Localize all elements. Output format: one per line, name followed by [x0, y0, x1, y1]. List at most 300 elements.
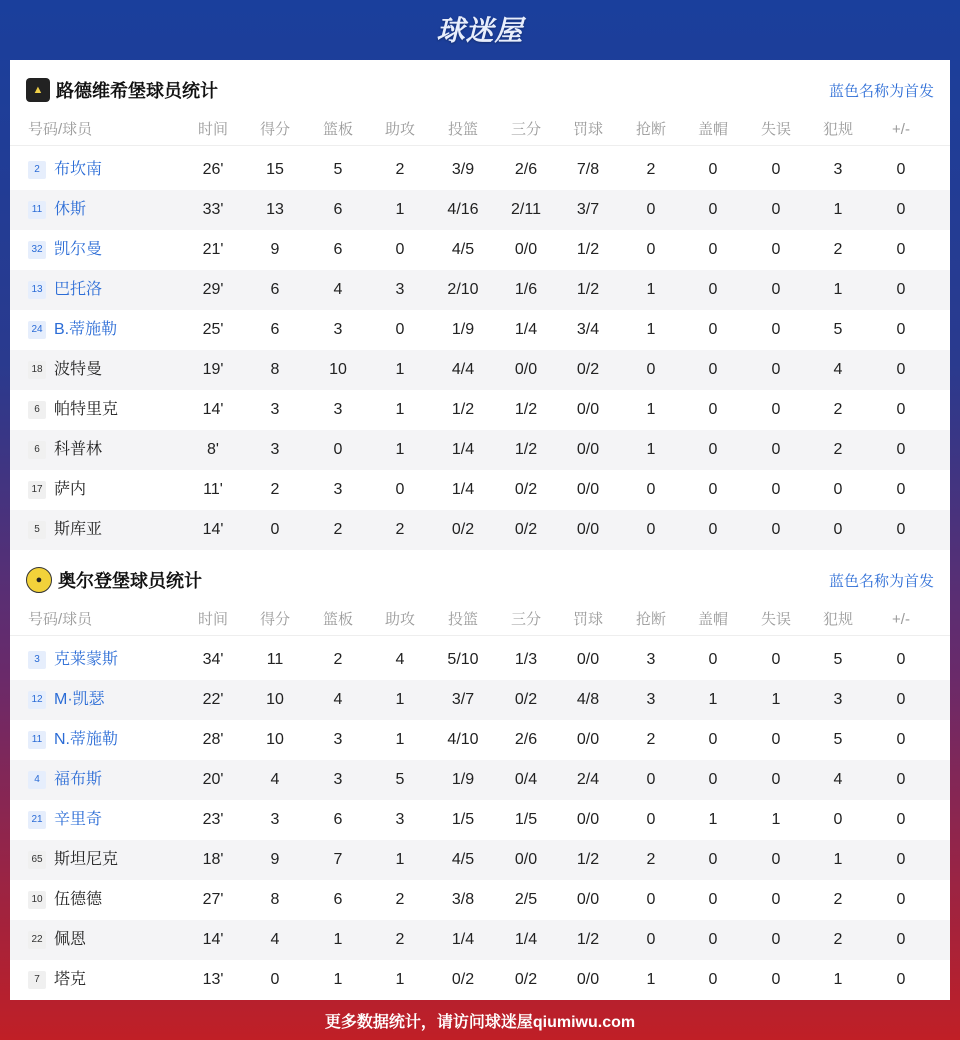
stat-cell: 1/9: [451, 321, 475, 338]
stat-cell: 3: [646, 651, 656, 668]
stat-cell: 5: [333, 161, 343, 178]
stat-cell: 1/2: [514, 401, 538, 418]
stat-cell: 4: [333, 691, 343, 708]
stat-cell: 4/10: [447, 731, 479, 748]
stat-cell: 0: [896, 971, 906, 988]
stat-cell: 1: [708, 811, 718, 828]
stat-cell: 0: [896, 481, 906, 498]
stat-cell: 0: [708, 321, 718, 338]
stat-cell: 1/5: [451, 811, 475, 828]
column-header: 助攻: [384, 611, 415, 628]
player-name[interactable]: B.蒂施勒: [54, 321, 118, 338]
player-name[interactable]: 塔克: [54, 971, 87, 988]
stat-cell: 3: [270, 401, 280, 418]
stat-cell: 0: [646, 891, 656, 908]
stat-cell: 1: [395, 971, 405, 988]
stat-cell: 0: [896, 281, 906, 298]
brand-logo: 球迷屋: [436, 15, 524, 46]
player-name[interactable]: 福布斯: [54, 771, 103, 788]
jersey-number: 4: [28, 771, 46, 789]
stat-cell: 0: [708, 971, 718, 988]
player-row[interactable]: [10, 960, 950, 1000]
column-header: 犯规: [822, 611, 853, 628]
column-header: 犯规: [822, 121, 853, 138]
stat-cell: 0: [395, 481, 405, 498]
stat-cell: 15: [266, 161, 284, 178]
stat-cell: 27': [202, 891, 224, 908]
player-name[interactable]: 巴托洛: [54, 281, 103, 298]
column-header-row: [10, 115, 950, 146]
column-header: 得分: [259, 611, 290, 628]
stat-cell: 13': [202, 971, 224, 988]
stat-cell: 1/2: [576, 851, 600, 868]
player-name[interactable]: 帕特里克: [54, 401, 119, 418]
stat-cell: 3/7: [451, 691, 475, 708]
player-name[interactable]: M·凯瑟: [54, 691, 105, 708]
stat-cell: 0: [771, 971, 781, 988]
stat-cell: 4/4: [451, 361, 475, 378]
player-name[interactable]: 科普林: [54, 441, 103, 458]
jersey-number: 2: [28, 161, 46, 179]
stat-cell: 2/6: [514, 731, 538, 748]
stat-cell: 22': [202, 691, 224, 708]
stat-cell: 0: [771, 241, 781, 258]
stat-cell: 0: [708, 481, 718, 498]
stat-cell: 2: [270, 481, 280, 498]
stat-cell: 0: [333, 441, 343, 458]
stat-cell: 26': [202, 161, 224, 178]
stat-cell: 1: [833, 201, 843, 218]
stat-cell: 0: [708, 731, 718, 748]
stat-cell: 0: [896, 851, 906, 868]
stat-cell: 0: [270, 521, 280, 538]
stat-cell: 1: [646, 441, 656, 458]
column-header: 三分: [510, 121, 541, 138]
jersey-number: 32: [28, 241, 46, 259]
stat-cell: 6: [333, 891, 343, 908]
stat-cell: 20': [202, 771, 224, 788]
stat-cell: 7: [333, 851, 343, 868]
player-name[interactable]: N.蒂施勒: [54, 731, 119, 748]
stat-cell: 0: [771, 441, 781, 458]
column-header: 号码/球员: [28, 611, 93, 628]
stat-cell: 0: [708, 161, 718, 178]
stat-cell: 0: [395, 241, 405, 258]
stat-cell: 3: [333, 321, 343, 338]
stat-cell: 1: [646, 971, 656, 988]
stat-cell: 1: [395, 441, 405, 458]
stat-cell: 0: [771, 891, 781, 908]
player-row[interactable]: [10, 680, 950, 720]
stat-cell: 1/4: [514, 931, 538, 948]
stat-cell: 0: [896, 811, 906, 828]
stat-cell: 4: [270, 771, 280, 788]
stat-cell: 0: [708, 771, 718, 788]
jersey-number: 12: [28, 691, 46, 709]
stat-cell: 0/0: [576, 731, 600, 748]
jersey-number: 22: [28, 931, 46, 949]
stat-cell: 4: [395, 651, 405, 668]
stat-cell: 7/8: [576, 161, 600, 178]
player-row[interactable]: [10, 350, 950, 390]
team-header: [10, 60, 950, 120]
stat-cell: 3: [270, 811, 280, 828]
stat-cell: 1: [833, 281, 843, 298]
stat-cell: 0: [896, 891, 906, 908]
column-header: 抢断: [635, 611, 666, 628]
stat-cell: 0: [771, 651, 781, 668]
stat-cell: 1: [646, 281, 656, 298]
stat-cell: 2/10: [447, 281, 479, 298]
stat-cell: 0/2: [576, 361, 600, 378]
stat-cell: 2: [833, 241, 843, 258]
stat-cell: 0: [646, 931, 656, 948]
team-title: [26, 77, 218, 103]
stat-cell: 0: [646, 201, 656, 218]
stat-cell: 0/2: [514, 481, 538, 498]
team-header: [10, 550, 950, 610]
stat-cell: 2: [833, 401, 843, 418]
stat-cell: 6: [333, 201, 343, 218]
stat-cell: 4/8: [576, 691, 600, 708]
player-row[interactable]: [10, 880, 950, 920]
stat-cell: 0: [896, 691, 906, 708]
stat-cell: 0: [896, 931, 906, 948]
stat-cell: 14': [202, 401, 224, 418]
stat-cell: 1/3: [514, 651, 538, 668]
stat-cell: 0: [896, 321, 906, 338]
column-header: 盖帽: [697, 121, 728, 138]
stat-cell: 0: [646, 521, 656, 538]
stat-cell: 0: [896, 771, 906, 788]
player-row[interactable]: [10, 840, 950, 880]
stat-cell: 5: [833, 731, 843, 748]
stat-cell: 0: [708, 891, 718, 908]
stat-cell: 0: [771, 281, 781, 298]
stat-cell: 5: [395, 771, 405, 788]
stat-cell: 2/4: [576, 771, 600, 788]
team-a-logo-icon: ▲: [26, 78, 50, 102]
stat-cell: 3/8: [451, 891, 475, 908]
stat-cell: 0: [833, 521, 843, 538]
stat-cell: 4: [833, 361, 843, 378]
stat-cell: 1: [395, 851, 405, 868]
stat-cell: 2: [833, 441, 843, 458]
stat-cell: 1/9: [451, 771, 475, 788]
stat-cell: 1: [395, 201, 405, 218]
stat-cell: 0: [771, 851, 781, 868]
stat-cell: 10: [266, 691, 284, 708]
stat-cell: 23': [202, 811, 224, 828]
jersey-number: 18: [28, 361, 46, 379]
stat-cell: 0/0: [576, 811, 600, 828]
stat-cell: 1: [771, 691, 781, 708]
stat-cell: 1/4: [451, 441, 475, 458]
stat-cell: 21': [202, 241, 224, 258]
stat-cell: 1/4: [451, 931, 475, 948]
player-row[interactable]: [10, 470, 950, 510]
column-header: +/-: [892, 121, 910, 138]
stat-cell: 1: [395, 401, 405, 418]
stat-cell: 0: [771, 161, 781, 178]
column-header: 篮板: [322, 121, 353, 138]
player-name[interactable]: 凯尔曼: [54, 241, 103, 258]
stat-cell: 0/0: [576, 401, 600, 418]
stat-cell: 0: [708, 201, 718, 218]
stat-cell: 8: [270, 891, 280, 908]
stat-cell: 4: [333, 281, 343, 298]
player-name[interactable]: 伍德德: [54, 891, 103, 908]
stat-cell: 6: [333, 811, 343, 828]
jersey-number: 11: [28, 731, 46, 749]
stat-cell: 0: [771, 361, 781, 378]
player-row[interactable]: [10, 190, 950, 230]
stat-cell: 2: [833, 931, 843, 948]
stat-cell: 3/7: [576, 201, 600, 218]
stat-cell: 0: [896, 521, 906, 538]
column-header: 罚球: [572, 121, 603, 138]
jersey-number: 65: [28, 851, 46, 869]
stat-cell: 1/2: [514, 441, 538, 458]
stat-cell: 2: [395, 521, 405, 538]
stat-cell: 5: [833, 321, 843, 338]
stat-cell: 3: [270, 441, 280, 458]
stat-cell: 0/2: [451, 971, 475, 988]
stat-cell: 1/4: [514, 321, 538, 338]
stat-cell: 1: [333, 931, 343, 948]
column-header: 时间: [197, 121, 228, 138]
stat-cell: 0: [708, 361, 718, 378]
jersey-number: 7: [28, 971, 46, 989]
stat-cell: 1/2: [576, 931, 600, 948]
stat-cell: 8': [207, 441, 219, 458]
stat-cell: 1/2: [576, 281, 600, 298]
player-name[interactable]: 波特曼: [54, 361, 103, 378]
stat-cell: 19': [202, 361, 224, 378]
column-header: 篮板: [322, 611, 353, 628]
stat-cell: 0: [896, 241, 906, 258]
footer-banner[interactable]: 更多数据统计，请访问球迷屋qiumiwu.com: [324, 1013, 636, 1031]
stat-cell: 28': [202, 731, 224, 748]
stat-cell: 3: [646, 691, 656, 708]
stat-cell: 0/0: [576, 891, 600, 908]
stat-cell: 0/2: [514, 521, 538, 538]
stat-cell: 0: [771, 481, 781, 498]
stat-cell: 6: [333, 241, 343, 258]
stat-cell: 1/2: [451, 401, 475, 418]
stat-cell: 4/5: [451, 851, 475, 868]
column-header: 抢断: [635, 121, 666, 138]
stat-cell: 2/11: [511, 201, 541, 218]
stat-cell: 3: [395, 281, 405, 298]
jersey-number: 11: [28, 201, 46, 219]
team-b-logo-icon: ●: [26, 567, 52, 593]
stat-cell: 0: [708, 281, 718, 298]
player-row[interactable]: [10, 150, 950, 190]
stat-cell: 1: [646, 401, 656, 418]
starter-legend: 蓝色名称为首发: [828, 82, 934, 100]
stat-cell: 0: [896, 441, 906, 458]
jersey-number: 17: [28, 481, 46, 499]
stat-cell: 0: [896, 651, 906, 668]
stats-card: [10, 60, 950, 1000]
stat-cell: 0: [646, 771, 656, 788]
player-row[interactable]: [10, 800, 950, 840]
stat-cell: 3: [333, 481, 343, 498]
player-name[interactable]: 萨内: [54, 481, 87, 498]
stat-cell: 4/16: [447, 201, 479, 218]
column-header: 助攻: [384, 121, 415, 138]
stat-cell: 0: [896, 401, 906, 418]
jersey-number: 24: [28, 321, 46, 339]
stat-cell: 2: [395, 891, 405, 908]
stat-cell: 4/5: [451, 241, 475, 258]
column-header: 失误: [760, 121, 791, 138]
stat-cell: 34': [202, 651, 224, 668]
stat-cell: 3: [333, 731, 343, 748]
stat-cell: 0/2: [514, 971, 538, 988]
player-row[interactable]: [10, 230, 950, 270]
stat-cell: 0: [708, 931, 718, 948]
player-name[interactable]: 克莱蒙斯: [54, 651, 119, 668]
stat-cell: 14': [202, 521, 224, 538]
stat-cell: 0/4: [514, 771, 538, 788]
stat-cell: 1/2: [576, 241, 600, 258]
player-name[interactable]: 辛里奇: [54, 811, 103, 828]
stat-cell: 10: [266, 731, 284, 748]
stat-cell: 3: [333, 771, 343, 788]
column-header: 时间: [197, 611, 228, 628]
jersey-number: 6: [28, 441, 46, 459]
stat-cell: 1: [771, 811, 781, 828]
stat-cell: 18': [202, 851, 224, 868]
stat-cell: 2: [395, 161, 405, 178]
stat-cell: 9: [270, 851, 280, 868]
stat-cell: 0: [896, 731, 906, 748]
column-header: 得分: [259, 121, 290, 138]
player-row[interactable]: [10, 760, 950, 800]
player-row[interactable]: [10, 720, 950, 760]
stat-cell: 1: [395, 691, 405, 708]
stat-cell: 3: [833, 691, 843, 708]
team-title: [26, 567, 202, 593]
stat-cell: 0: [708, 441, 718, 458]
player-name[interactable]: 休斯: [54, 201, 87, 218]
player-name[interactable]: 佩恩: [54, 931, 87, 948]
stat-cell: 0: [708, 651, 718, 668]
stat-cell: 0: [771, 201, 781, 218]
player-row[interactable]: [10, 640, 950, 680]
stat-cell: 4: [833, 771, 843, 788]
stat-cell: 0/2: [451, 521, 475, 538]
stat-cell: 0/0: [576, 441, 600, 458]
stat-cell: 2: [833, 891, 843, 908]
stat-cell: 3: [395, 811, 405, 828]
stat-cell: 0: [771, 401, 781, 418]
stat-cell: 0/0: [576, 651, 600, 668]
stat-cell: 0: [896, 161, 906, 178]
stat-cell: 2: [395, 931, 405, 948]
stat-cell: 0/0: [576, 971, 600, 988]
stat-cell: 1: [333, 971, 343, 988]
stat-cell: 9: [270, 241, 280, 258]
stat-cell: 0: [646, 241, 656, 258]
stat-cell: 0/0: [514, 851, 538, 868]
stat-cell: 11: [266, 651, 284, 668]
stat-cell: 2/6: [514, 161, 538, 178]
stat-cell: 0: [395, 321, 405, 338]
stat-cell: 29': [202, 281, 224, 298]
stat-cell: 0: [708, 851, 718, 868]
player-row[interactable]: [10, 920, 950, 960]
stat-cell: 25': [202, 321, 224, 338]
column-header: 投篮: [447, 611, 478, 628]
stat-cell: 0: [270, 971, 280, 988]
stat-cell: 2: [646, 851, 656, 868]
stat-cell: 0: [708, 241, 718, 258]
player-name[interactable]: 斯库亚: [54, 521, 103, 538]
stat-cell: 1: [708, 691, 718, 708]
stat-cell: 0: [771, 321, 781, 338]
jersey-number: 10: [28, 891, 46, 909]
stat-cell: 5: [833, 651, 843, 668]
stat-cell: 0: [708, 401, 718, 418]
player-name[interactable]: 布坎南: [54, 161, 103, 178]
stat-cell: 2: [333, 521, 343, 538]
stat-cell: 33': [202, 201, 224, 218]
stat-cell: 1: [646, 321, 656, 338]
stat-cell: 3/4: [576, 321, 600, 338]
stat-cell: 6: [270, 321, 280, 338]
jersey-number: 13: [28, 281, 46, 299]
player-row[interactable]: [10, 390, 950, 430]
column-header-row: [10, 605, 950, 636]
column-header: 三分: [510, 611, 541, 628]
stat-cell: 0/0: [576, 481, 600, 498]
stat-cell: 1: [395, 731, 405, 748]
player-row[interactable]: [10, 510, 950, 550]
player-name[interactable]: 斯坦尼克: [54, 851, 119, 868]
column-header: 盖帽: [697, 611, 728, 628]
player-row[interactable]: [10, 430, 950, 470]
player-row[interactable]: [10, 310, 950, 350]
jersey-number: 6: [28, 401, 46, 419]
stat-cell: 11': [203, 481, 223, 498]
player-row[interactable]: [10, 270, 950, 310]
stat-cell: 3: [833, 161, 843, 178]
jersey-number: 3: [28, 651, 46, 669]
stat-cell: 2: [646, 161, 656, 178]
stat-cell: 0: [708, 521, 718, 538]
stat-cell: 1/4: [451, 481, 475, 498]
stat-cell: 4: [270, 931, 280, 948]
stat-cell: 0: [646, 811, 656, 828]
stat-cell: 0/0: [576, 521, 600, 538]
stat-cell: 0: [771, 931, 781, 948]
team-name: 奥尔登堡球员统计: [58, 571, 202, 591]
stat-cell: 5/10: [447, 651, 479, 668]
column-header: +/-: [892, 611, 910, 628]
stat-cell: 13: [266, 201, 284, 218]
stat-cell: 0: [771, 731, 781, 748]
stat-cell: 0/0: [514, 361, 538, 378]
stat-cell: 0: [833, 481, 843, 498]
stat-cell: 2: [646, 731, 656, 748]
jersey-number: 21: [28, 811, 46, 829]
stat-cell: 1/5: [514, 811, 538, 828]
stat-cell: 8: [270, 361, 280, 378]
stat-cell: 1: [833, 971, 843, 988]
